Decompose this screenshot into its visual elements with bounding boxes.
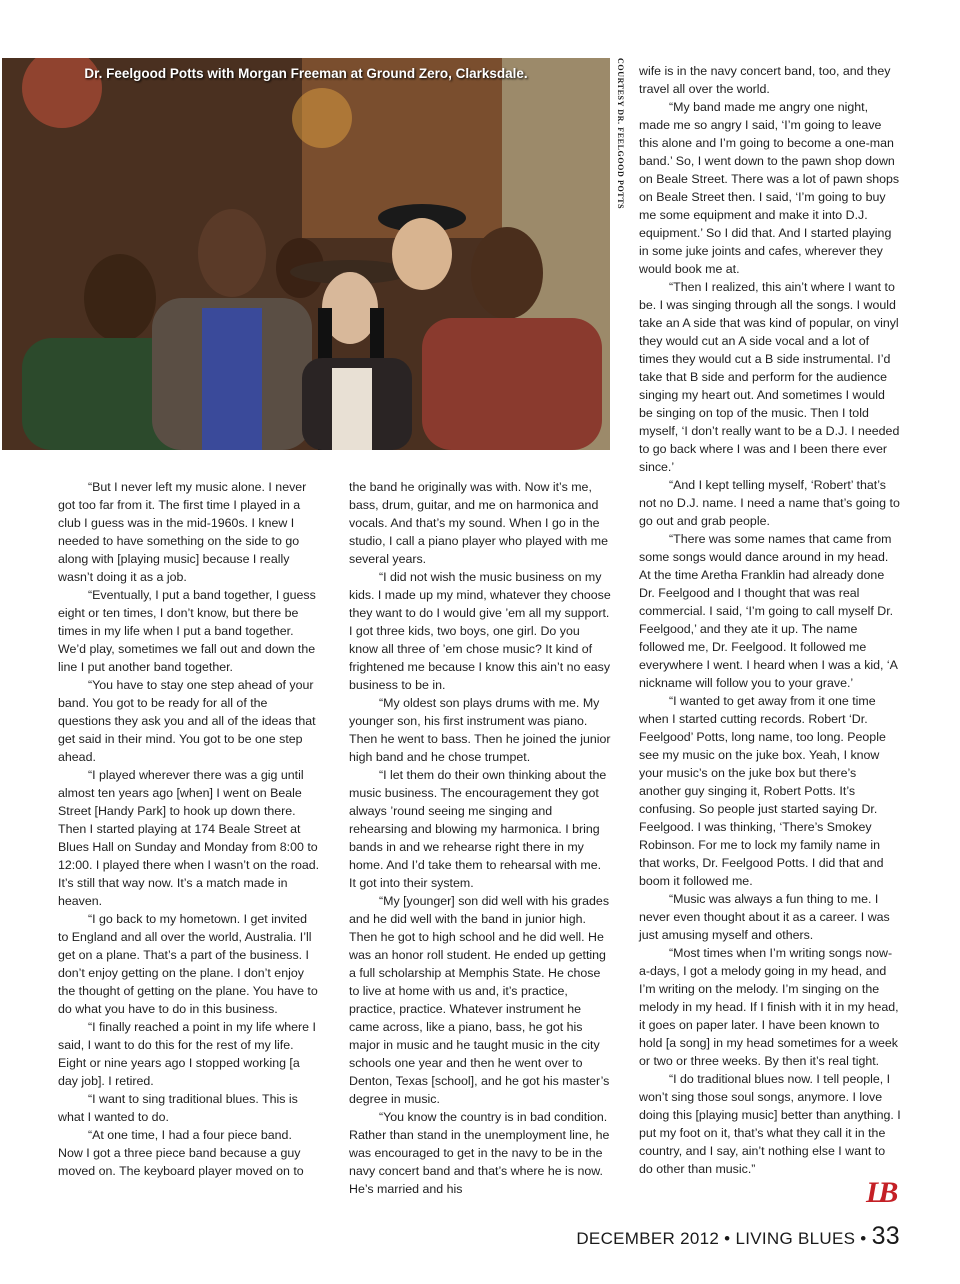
- article-column-3: [639, 62, 901, 1178]
- paragraph: “Most times when I’m writing songs now-a-days, I got a melody going in my head, and I’m writing on the melody. I’m singing on the melody in my head. If I finish with it in my head, it goes on paper later. I have been known to hold [a song] in my head sometimes for a week or two or three weeks. By then it’s real tight.: [639, 946, 899, 1068]
- paragraph: “There was some names that came from some songs would dance around in my head. At the time Aretha Franklin had already done Dr. Feelgood and I thought that was real commercial. I said, ‘I’m going to call myself Dr. Feelgood,’ and they ate it up. The name followed me, Dr. Feelgood. It followed me everywhere I went. I heard when I was a kid, ‘A nickname will follow you to your grave.’: [639, 532, 898, 690]
- living-blues-logo: LB: [866, 1176, 893, 1209]
- paragraph: “I finally reached a point in my life where I said, I want to do this for the rest of my life. Eight or nine years ago I stopped working [a day job]. I retired.: [58, 1020, 316, 1088]
- paragraph: “At one time, I had a four piece band. Now I got a three piece band because a guy moved on. The keyboard player moved on to: [58, 1128, 304, 1178]
- paragraph: “And I kept telling myself, ‘Robert’ that’s not no D.J. name. I need a name that’s going to go out and grab people.: [639, 478, 900, 528]
- paragraph: “Eventually, I put a band together, I guess eight or ten times, I don’t know, but there be times in my life when I put a band together. We’d play, sometimes we fall out and down the line I put another band together.: [58, 588, 316, 674]
- paragraph: “But I never left my music alone. I never got too far from it. The first time I played in a club I guess was in the mid-1960s. I knew I needed to have something on the side to go along with [playing music] because I really wasn’t doing it as a job.: [58, 480, 307, 584]
- paragraph: “I let them do their own thinking about the music business. The encouragement they got always ’round seeing me singing and rehearsing and blowing my harmonica. I bring bands in and we rehearse right there in my home. And I’d take them to rehearsal with me. It got into their system.: [349, 768, 607, 890]
- paragraph: “You have to stay one step ahead of your band. You got to be ready for all of the questions they ask you and all of the ideas that get said in their mind. You got to be one step ahead.: [58, 678, 316, 764]
- article-column-1: [58, 478, 320, 1180]
- photo-credit-text: COURTESY DR. FEELGOOD POTTS: [616, 58, 625, 210]
- paragraph: “I played wherever there was a gig until almost ten years ago [when] I went on Beale Street [Handy Park] to hook up down there. Then I started playing at 174 Beale Street at Blues Hall on Sunday and Monday from 8:00 to 12:00. I played there when I wasn’t on the road. It’s still that way now. It’s a match made in heaven.: [58, 768, 320, 908]
- paragraph: “I do traditional blues now. I tell people, I won’t sing those soul songs, anymore. I love doing this [playing music] better than anything. I put my foot on it, that’s what they call it in the country, and I say, ain’t nothing else I want to do other than music.”: [639, 1072, 901, 1176]
- paragraph: “My [younger] son did well with his grades and he did well with the band in junior high. Then he got to high school and he did well. He was an honor roll student. He ended up getting a full scholarship at Memphis State. He chose to live at home with us and, it’s practice, practice, practice. Whatever instrument he came across, like a piano, bass, he got his major in music and he taught music in the city schools one year and then he went over to Denton, Texas [school], and he got his master’s degree in music.: [349, 894, 610, 1106]
- feature-photo: [2, 58, 610, 450]
- paragraph: “Music was always a fun thing to me. I never even thought about it as a career. I was just amusing myself and others.: [639, 892, 890, 942]
- paragraph: “You know the country is in bad condition. Rather than stand in the unemployment line, he was encouraged to get in the navy to be in the navy concert band and that’s where he is now. He’s married and his: [349, 1110, 610, 1196]
- photo-caption: Dr. Feelgood Potts with Morgan Freeman at Ground Zero, Clarksdale.: [84, 66, 528, 81]
- paragraph: “My oldest son plays drums with me. My younger son, his first instrument was piano. Then he went to bass. Then he joined the junior high band and he chose trumpet.: [349, 696, 611, 764]
- page-number: 33: [871, 1222, 900, 1250]
- page-footer: [576, 1222, 900, 1251]
- paragraph: “I go back to my hometown. I get invited to England and all over the world, Australia. I’ll get on a plane. That’s a part of the business. I don’t enjoy getting on the plane. I don’t enjoy the thought of getting on the plane. You have to do what you have to do in this business.: [58, 912, 318, 1016]
- paragraph: “My band made me angry one night, made me so angry I said, ‘I’m going to leave this alone and I’m going to become a one-man band.’ So, I went down to the pawn shop down on Beale Street. There was a lot of pawn shops on Beale Street then. I said, ‘I’m going to buy me some equipment and make it into D.J. equipment.’ So I did that. And I started playing in some juke joints and cafes, wherever they would book me at.: [639, 100, 900, 276]
- photo-illustration: [2, 58, 610, 450]
- paragraph: “I want to sing traditional blues. This is what I wanted to do.: [58, 1092, 298, 1124]
- photo-credit: [612, 58, 632, 210]
- paragraph: “I did not wish the music business on my kids. I made up my mind, whatever they choose they want to do I would give ’em all my support. I got three kids, two boys, one girl. Do you know all three of ’em chose music? It kind of frightened me because I know this ain’t no easy business to be in.: [349, 570, 611, 692]
- paragraph: “I wanted to get away from it one time when I started cutting records. Robert ‘Dr. Feelgood’ Potts, long name, too long. People see my music on the juke box. Yeah, I know your music’s on the juke box but there’s another guy singing it, Robert Potts. It’s confusing. So people just started saying Dr. Feelgood. I was thinking, ‘There’s Smokey Robinson. For me to lock my family name in that works, Dr. Feelgood Potts. I did that and boom it followed me.: [639, 694, 886, 888]
- paragraph: the band he originally was with. Now it’s me, bass, drum, guitar, and me on harmonica and vocals. And that’s my sound. When I go in the studio, I call a piano player who played with me several years.: [349, 480, 608, 566]
- footer-issue: DECEMBER 2012 • LIVING BLUES •: [576, 1229, 867, 1248]
- article-column-2: [349, 478, 611, 1198]
- paragraph: wife is in the navy concert band, too, and they travel all over the world.: [639, 64, 891, 96]
- paragraph: “Then I realized, this ain’t where I want to be. I was singing through all the songs. I would take an A side that was kind of popular, on vinyl they would cut an A side vocal and a lot of times they would cut a B side instrumental. I’d take that B side and perform for the audience singing my heart out. And sometimes I would be singing on top of the music. Then I told myself, ‘I don’t really want to be a D.J. I needed to go back where I was and I been there ever since.’: [639, 280, 900, 474]
